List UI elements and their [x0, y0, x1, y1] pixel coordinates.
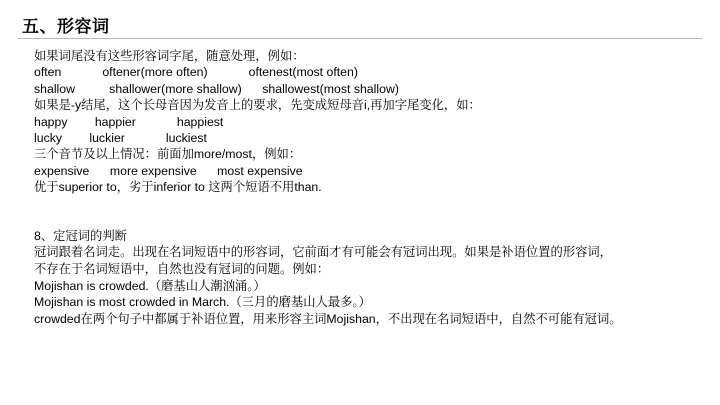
body-line: crowded在两个句子中都属于补语位置，用来形容主词Mojishan，不出现在名词短语中，自然不可能有冠词。 [34, 311, 622, 326]
section-two-heading: 8、定冠词的判断 [34, 229, 127, 243]
body-line: 三个音节及以上情况：前面加more/most，例如： [34, 147, 302, 162]
body-line: happy happier happiest [34, 114, 224, 129]
body-line: often oftener(more often) oftenest(most often) [34, 65, 358, 80]
body-line: 不存在于名词短语中，自然也没有冠词的问题。例如： [34, 262, 330, 276]
body-line: lucky luckier luckiest [34, 131, 207, 146]
body-line: Mojishan is crowded.（磨基山人潮汹涌。） [34, 278, 266, 293]
body-line: shallow shallower(more shallow) shallowest(most shallow) [34, 81, 399, 96]
body-line: Mojishan is most crowded in March.（三月的磨基山人最多。） [34, 295, 371, 310]
title-divider [18, 38, 702, 39]
body-line: 冠词跟着名词走。出现在名词短语中的形容词，它前面才有可能会有冠词出现。如果是补语位置的形容词， [34, 245, 612, 260]
section-two-body [34, 228, 704, 327]
body-line: 如果是-y结尾，这个长母音因为发音上的要求，先变成短母音i,再加字尾变化，如： [34, 98, 481, 113]
page-title: 五、形容词 [22, 17, 110, 36]
body-line: 如果词尾没有这些形容词字尾，随意处理，例如： [34, 49, 305, 63]
body-line: expensive more expensive most expensive [34, 163, 303, 178]
body-line: 优于superior to，劣于inferior to 这两个短语不用than. [34, 180, 322, 195]
section-one-body [34, 48, 694, 196]
